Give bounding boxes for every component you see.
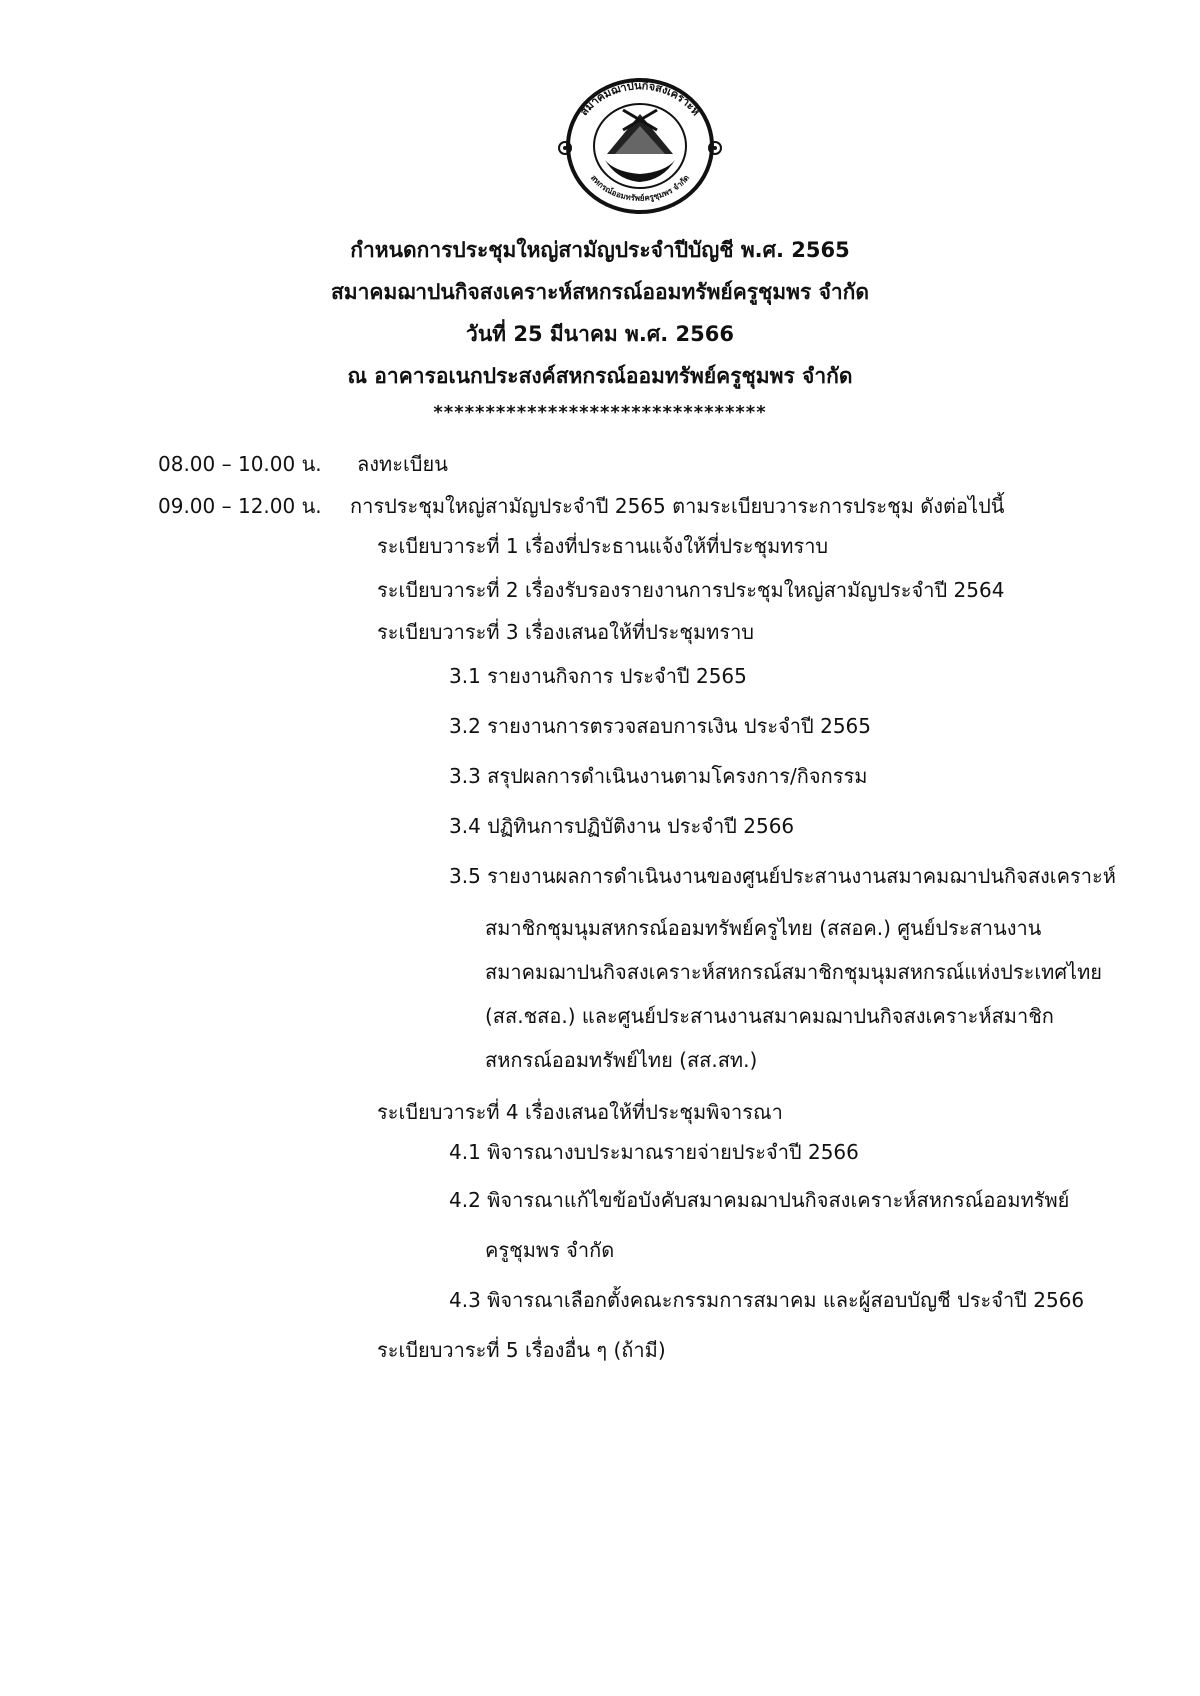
agenda-subitem-3-2: 3.2 รายงานการตรวจสอบการเงิน ประจำปี 2565 <box>449 714 871 738</box>
association-seal-logo <box>545 68 735 218</box>
agenda-subitem-4-2-cont: ครูชุมพร จำกัด <box>485 1238 615 1262</box>
schedule-time: 08.00 – 10.00 น. <box>158 452 322 476</box>
agenda-subitem-3-5-cont: (สส.ชสอ.) และศูนย์ประสานงานสมาคมฌาปนกิจสงเคราะห์สมาชิก <box>485 1004 1054 1028</box>
agenda-subitem-4-3: 4.3 พิจารณาเลือกตั้งคณะกรรมการสมาคม และผู้สอบบัญชี ประจำปี 2566 <box>449 1288 1085 1312</box>
agenda-subitem-3-3: 3.3 สรุปผลการดำเนินงานตามโครงการ/กิจกรรม <box>449 764 868 788</box>
agenda-subitem-3-5-cont: สมาคมฌาปนกิจสงเคราะห์สหกรณ์สมาชิกชุมนุมสหกรณ์แห่งประเทศไทย <box>485 960 1102 984</box>
seal-name-bottom: สหกรณ์ออมทรัพย์ครูชุมพร จำกัด <box>588 173 692 203</box>
agenda-subitem-3-1: 3.1 รายงานกิจการ ประจำปี 2565 <box>449 664 747 688</box>
agenda-subitem-3-5-cont: สหกรณ์ออมทรัพย์ไทย (สส.สท.) <box>485 1048 758 1072</box>
heading-date: วันที่ 25 มีนาคม พ.ศ. 2566 <box>466 322 734 346</box>
agenda-subitem-3-5: 3.5 รายงานผลการดำเนินงานของศูนย์ประสานงานสมาคมฌาปนกิจสงเคราะห์ <box>449 864 1116 888</box>
heading-separator: ******************************** <box>433 402 767 423</box>
agenda-item-2: ระเบียบวาระที่ 2 เรื่องรับรองรายงานการประชุมใหญ่สามัญประจำปี 2564 <box>377 578 1005 602</box>
heading-title: กำหนดการประชุมใหญ่สามัญประจำปีบัญชี พ.ศ. 2565 <box>350 238 850 262</box>
seal-name-top: สมาคมฌาปนกิจสงเคราะห์ <box>577 79 703 119</box>
schedule-activity: ลงทะเบียน <box>357 452 448 476</box>
schedule-time: 09.00 – 12.00 น. <box>158 494 322 518</box>
heading-association: สมาคมฌาปนกิจสงเคราะห์สหกรณ์ออมทรัพย์ครูชุมพร จำกัด <box>330 280 870 304</box>
agenda-subitem-3-5-cont: สมาชิกชุมนุมสหกรณ์ออมทรัพย์ครูไทย (สสอค.) ศูนย์ประสานงาน <box>485 916 1042 940</box>
heading-venue: ณ อาคารอเนกประสงค์สหกรณ์ออมทรัพย์ครูชุมพร จำกัด <box>347 364 853 388</box>
agenda-item-5: ระเบียบวาระที่ 5 เรื่องอื่น ๆ (ถ้ามี) <box>377 1338 666 1362</box>
agenda-item-1: ระเบียบวาระที่ 1 เรื่องที่ประธานแจ้งให้ที่ประชุมทราบ <box>377 534 829 558</box>
agenda-subitem-3-4: 3.4 ปฏิทินการปฏิบัติงาน ประจำปี 2566 <box>449 814 795 838</box>
svg-text:สมาคมฌาปนกิจสงเคราะห์ <box>577 79 702 118</box>
agenda-subitem-4-2: 4.2 พิจารณาแก้ไขข้อบังคับสมาคมฌาปนกิจสงเคราะห์สหกรณ์ออมทรัพย์ <box>449 1188 1070 1212</box>
agenda-item-3: ระเบียบวาระที่ 3 เรื่องเสนอให้ที่ประชุมทราบ <box>377 620 755 644</box>
agenda-subitem-4-1: 4.1 พิจารณางบประมาณรายจ่ายประจำปี 2566 <box>449 1140 859 1164</box>
schedule-activity: การประชุมใหญ่สามัญประจำปี 2565 ตามระเบียบวาระการประชุม ดังต่อไปนี้ <box>350 494 1005 518</box>
agenda-item-4: ระเบียบวาระที่ 4 เรื่องเสนอให้ที่ประชุมพิจารณา <box>377 1100 783 1124</box>
